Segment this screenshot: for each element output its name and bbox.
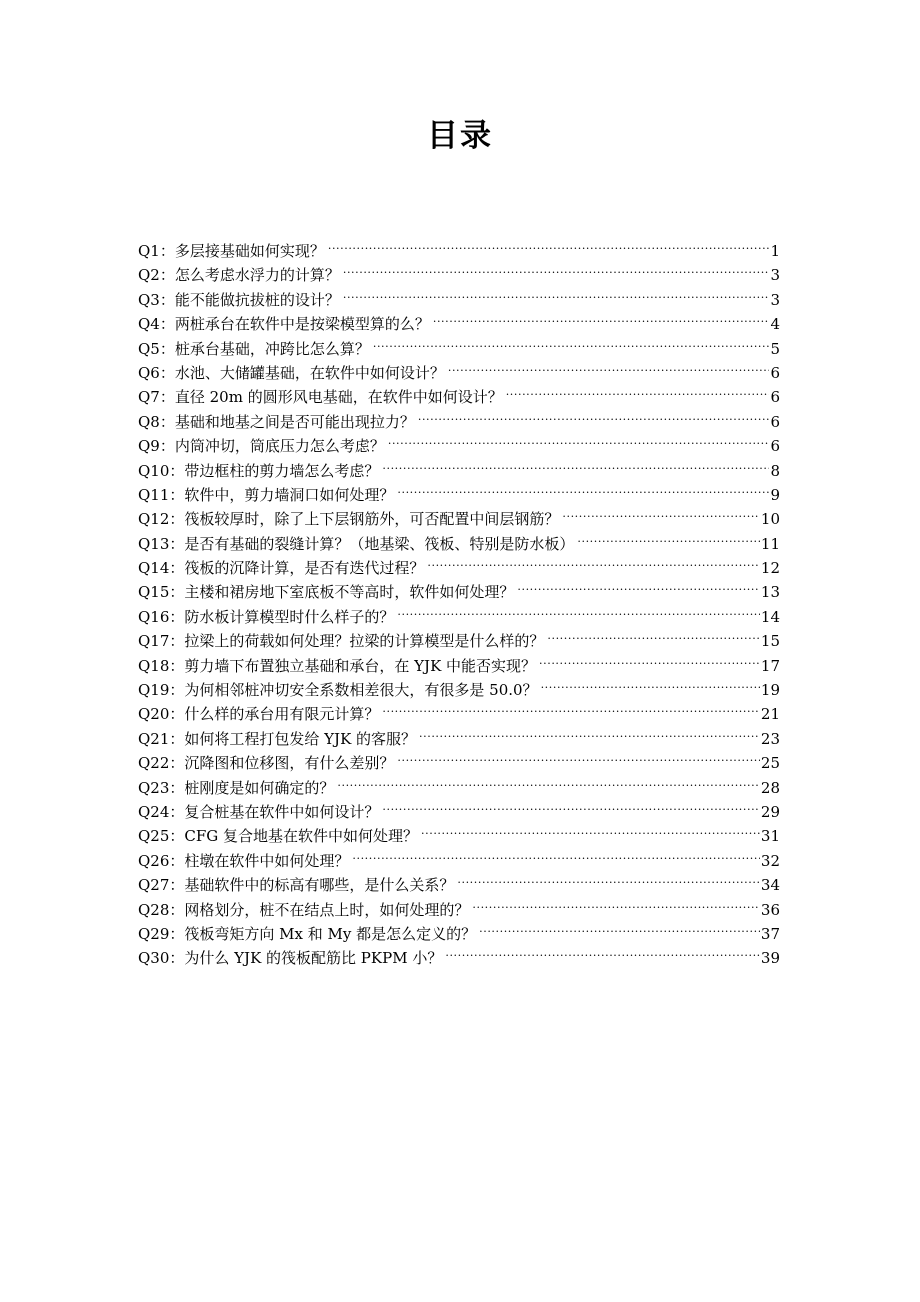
- toc-page-number: 13: [760, 583, 780, 602]
- toc-entry-text: Q13：是否有基础的裂缝计算？（地基梁、筏板、特别是防水板）: [138, 534, 575, 553]
- toc-dot-leader: [479, 915, 760, 939]
- toc-page-number: 32: [760, 851, 780, 870]
- toc-dot-leader: [562, 500, 760, 524]
- toc-dot-leader: [539, 647, 760, 671]
- toc-page-number: 9: [770, 485, 780, 504]
- toc-entry-text: Q20：什么样的承台用有限元计算？: [138, 705, 380, 724]
- toc-page-number: 6: [770, 363, 780, 382]
- toc-dot-leader: [419, 720, 760, 744]
- table-of-contents: [138, 232, 780, 968]
- toc-entry-text: Q1：多层接基础如何实现？: [138, 242, 325, 260]
- toc-dot-leader: [547, 622, 760, 646]
- toc-page-number: 14: [760, 607, 780, 626]
- toc-page-number: 39: [760, 949, 780, 968]
- toc-entry-text: Q10：带边框柱的剪力墙怎么考虑？: [138, 461, 380, 480]
- toc-entry-text: Q29：筏板弯矩方向 Mx 和 My 都是怎么定义的？: [138, 924, 477, 943]
- toc-page-number: 3: [770, 290, 780, 309]
- toc-dot-leader: [382, 793, 760, 817]
- toc-dot-leader: [427, 549, 760, 573]
- toc-entry-text: Q15：主楼和裙房地下室底板不等高时，软件如何处理？: [138, 583, 515, 602]
- toc-dot-leader: [343, 256, 770, 280]
- toc-page-number: 4: [770, 315, 780, 334]
- toc-entry-text: Q14：筏板的沉降计算，是否有迭代过程？: [138, 559, 425, 578]
- page-title: 目录: [427, 118, 493, 154]
- toc-dot-leader: [433, 305, 770, 329]
- toc-dot-leader: [472, 891, 760, 915]
- toc-entry-text: Q23：桩刚度是如何确定的？: [138, 778, 335, 797]
- toc-entry-text: Q16：防水板计算模型时什么样子的？: [138, 607, 395, 626]
- toc-page-number: 23: [760, 729, 780, 748]
- toc-entry-text: Q4：两桩承台在软件中是按梁模型算的么？: [138, 315, 430, 334]
- toc-dot-leader: [388, 427, 770, 451]
- toc-page-number: 6: [770, 412, 780, 431]
- toc-page-number: 25: [760, 754, 780, 773]
- toc-page-number: 21: [760, 705, 780, 724]
- toc-page-number: 17: [760, 656, 780, 675]
- toc-dot-leader: [373, 330, 770, 354]
- toc-page-number: 3: [770, 266, 780, 285]
- toc-dot-leader: [448, 354, 770, 378]
- toc-entry-text: Q6：水池、大储罐基础，在软件中如何设计？: [138, 363, 445, 382]
- toc-page-number: 6: [770, 437, 780, 456]
- toc-dot-leader: [418, 403, 770, 427]
- toc-dot-leader: [445, 939, 760, 963]
- toc-entry-text: Q27：基础软件中的标高有哪些，是什么关系？: [138, 876, 455, 895]
- toc-dot-leader: [541, 671, 760, 695]
- toc-entry-text: Q19：为何相邻桩冲切安全系数相差很大，有很多是 50.0？: [138, 681, 538, 700]
- toc-dot-leader: [382, 695, 760, 719]
- toc-dot-leader: [397, 598, 760, 622]
- toc-dot-leader: [506, 378, 770, 402]
- toc-entry-text: Q2：怎么考虑水浮力的计算？: [138, 266, 340, 285]
- toc-dot-leader: [397, 476, 769, 500]
- toc-page-number: 31: [760, 827, 780, 846]
- toc-entry-text: Q25：CFG 复合地基在软件中如何处理？: [138, 827, 419, 846]
- toc-entry-text: Q12：筏板较厚时，除了上下层钢筋外，可否配置中间层钢筋？: [138, 510, 560, 529]
- toc-entry-text: Q3：能不能做抗拔桩的设计？: [138, 290, 340, 309]
- toc-entry-text: Q5：桩承台基础，冲跨比怎么算？: [138, 339, 370, 358]
- toc-page-number: 8: [770, 461, 780, 480]
- toc-dot-leader: [337, 769, 760, 793]
- toc-entry-text: Q22：沉降图和位移图，有什么差别？: [138, 754, 395, 773]
- toc-dot-leader: [457, 866, 760, 890]
- toc-page-number: 6: [770, 388, 780, 407]
- toc-page-number: 12: [760, 559, 780, 578]
- toc-page-number: 28: [760, 778, 780, 797]
- toc-page-number: 5: [770, 339, 780, 358]
- toc-dot-leader: [517, 573, 760, 597]
- toc-page-number: 19: [760, 681, 780, 700]
- toc-page-number: 34: [760, 876, 780, 895]
- toc-page-number: 29: [760, 802, 780, 821]
- toc-entry-text: Q26：柱墩在软件中如何处理？: [138, 851, 350, 870]
- toc-entry[interactable]: [138, 232, 780, 260]
- toc-entry-text: Q9：内筒冲切，筒底压力怎么考虑？: [138, 437, 385, 456]
- toc-dot-leader: [577, 525, 760, 549]
- toc-page-number: 10: [760, 510, 780, 529]
- toc-entry-text: Q18：剪力墙下布置独立基础和承台，在 YJK 中能否实现？: [138, 656, 537, 675]
- toc-dot-leader: [421, 817, 760, 841]
- toc-dot-leader: [397, 744, 760, 768]
- toc-entry-text: Q17：拉梁上的荷载如何处理？拉梁的计算模型是什么样的？: [138, 632, 545, 651]
- toc-dot-leader: [352, 842, 760, 866]
- toc-page-number: 15: [760, 632, 780, 651]
- toc-entry-text: Q11：软件中，剪力墙洞口如何处理？: [138, 485, 395, 504]
- toc-entry-text: Q8：基础和地基之间是否可能出现拉力？: [138, 412, 415, 431]
- toc-page-number: 37: [760, 924, 780, 943]
- toc-page-number: 1: [770, 242, 780, 260]
- toc-dot-leader: [343, 281, 770, 305]
- toc-page-number: 36: [760, 900, 780, 919]
- toc-entry-text: Q24：复合桩基在软件中如何设计？: [138, 802, 380, 821]
- toc-dot-leader: [328, 232, 770, 256]
- toc-entry-text: Q28：网格划分，桩不在结点上时，如何处理的？: [138, 900, 470, 919]
- toc-entry-text: Q21：如何将工程打包发给 YJK 的客服？: [138, 729, 417, 748]
- toc-page-number: 11: [760, 534, 780, 553]
- toc-dot-leader: [382, 452, 769, 476]
- toc-entry-text: Q30：为什么 YJK 的筏板配筋比 PKPM 小？: [138, 949, 443, 968]
- toc-entry-text: Q7：直径 20m 的圆形风电基础，在软件中如何设计？: [138, 388, 503, 407]
